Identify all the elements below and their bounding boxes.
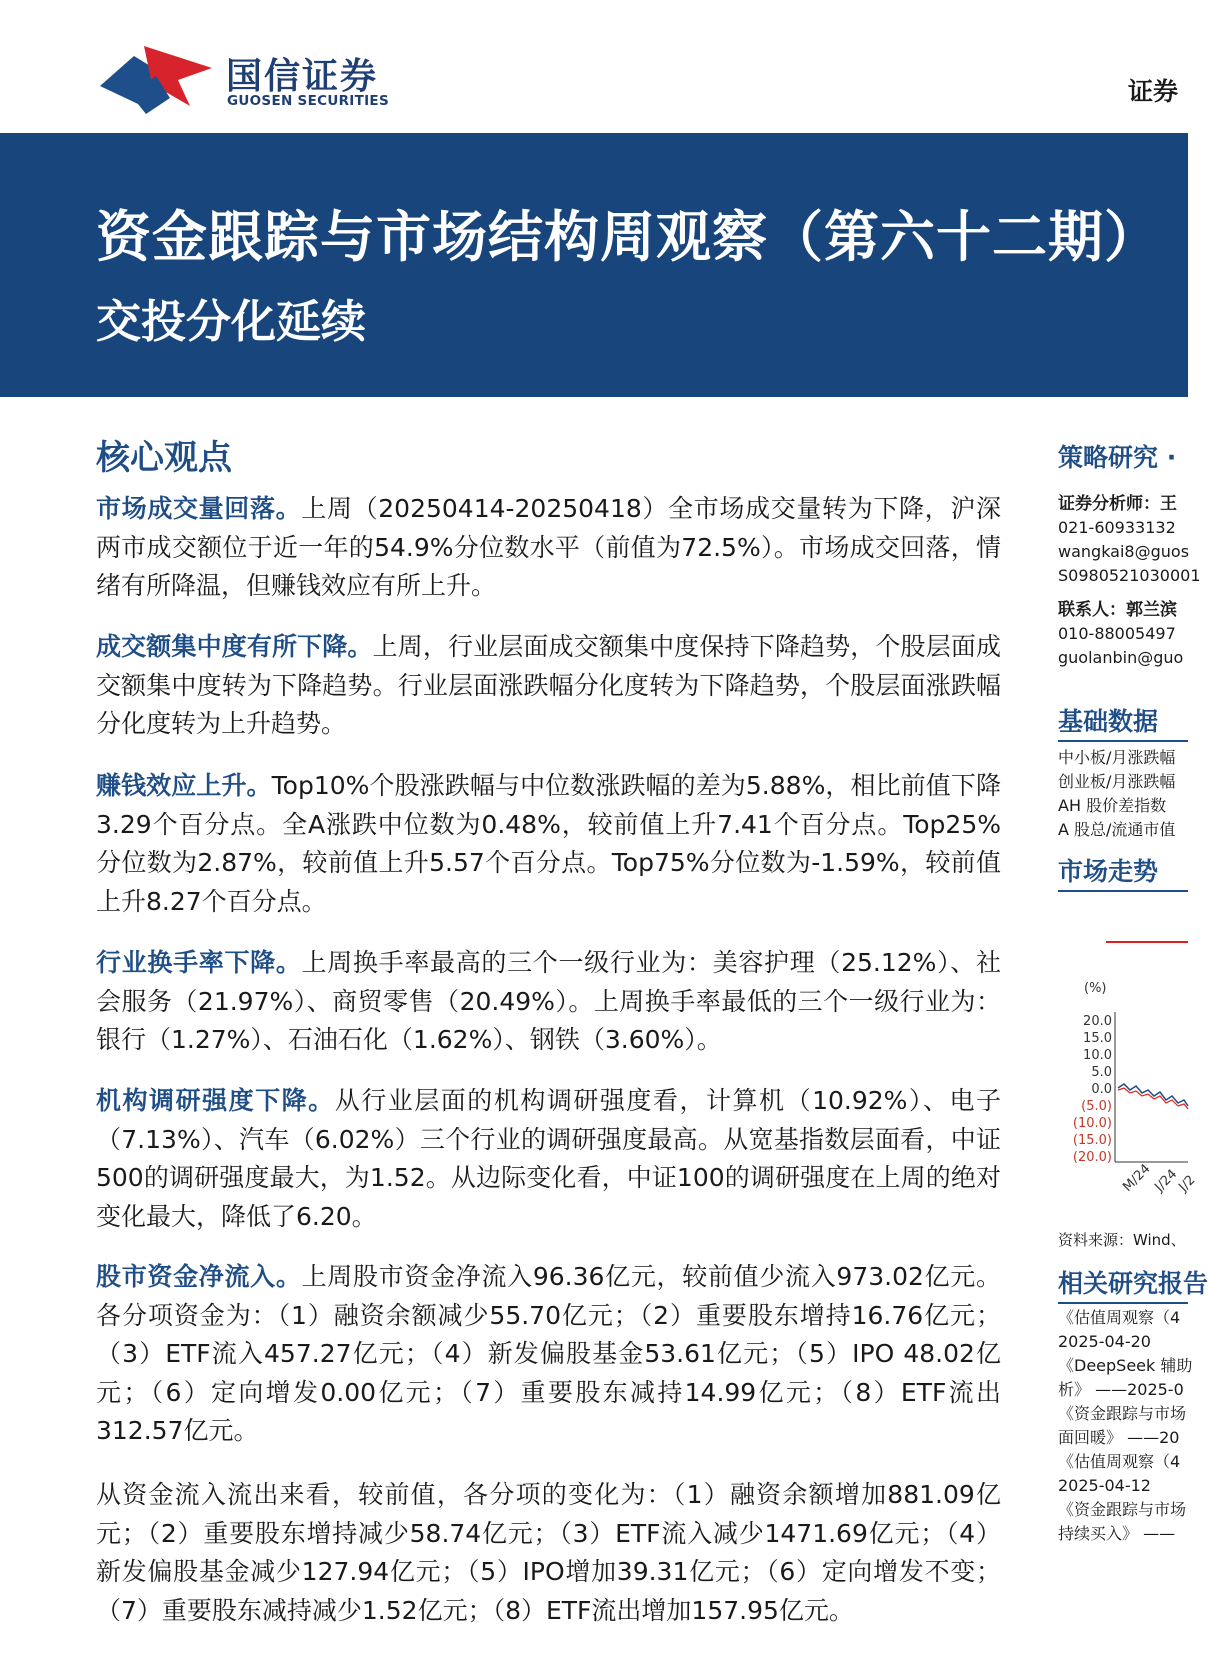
y-tick: 20.0 [1083,1014,1112,1029]
page-header [0,0,1188,133]
basic-data-item: AH 股价差指数 [1058,796,1167,815]
basic-data-item: A 股总/流通市值 [1058,820,1176,839]
related-item: 2025-04-12 [1058,1476,1151,1495]
paragraph-turnover [96,944,1001,1060]
paragraph-body: Top10%个股涨跌幅与中位数涨跌幅的差为5.88%，相比前值下降3.29个百分点。全A涨跌中位数为0.48%，较前值上升7.41个百分点。Top25%分位数为2.87%，较前值上升5.57个百分点。Top75%分位数为-1.59%，较前值上升8.27个百分点。 [96,771,1001,916]
paragraph-lead: 股市资金净流入。 [96,1262,302,1291]
related-item[interactable]: 《资金跟踪与市场 [1058,1500,1187,1519]
paragraph-lead: 赚钱效应上升。 [96,771,272,800]
sidebar-section-title: 策略研究 · [1058,443,1177,472]
paragraph-flow-changes [96,1476,1001,1630]
analyst-phone: 021-60933132 [1058,518,1176,537]
paragraph-lead: 行业换手率下降。 [96,948,302,977]
company-name-cn: 国信证券 [226,56,379,97]
paragraph-volume [96,490,1001,606]
report-title: 资金跟踪与市场结构周观察（第六十二期） [96,205,1161,269]
y-tick: 0.0 [1091,1082,1112,1097]
market-trend-chart-svg [1058,910,1199,1210]
contact-label: 联系人：郭兰滨 [1058,600,1177,620]
analyst-email[interactable]: wangkai8@guos [1058,542,1190,561]
analyst-info [1058,492,1201,670]
core-views-heading: 核心观点 [96,438,232,478]
basic-data-item: 中小板/月涨跌幅 [1058,748,1176,767]
related-item: 持续买入》 —— [1058,1524,1176,1543]
contact-email[interactable]: guolanbin@guo [1058,648,1184,667]
x-tick: J/2 [1176,1172,1199,1195]
paragraph-body: 上周，行业层面成交额集中度保持下降趋势，个股层面成交额集中度转为下降趋势。行业层面涨跌幅分化度转为下降趋势，个股层面涨跌幅分化度转为上升趋势。 [96,632,1001,739]
y-tick: (20.0) [1072,1150,1112,1165]
series-line-blue [1118,1084,1188,1106]
paragraph-lead: 市场成交量回落。 [96,494,302,523]
paragraph-lead: 机构调研强度下降。 [96,1086,335,1115]
guosen-logo-icon [100,46,212,114]
analyst-certificate: S0980521030001 [1058,566,1201,585]
related-research-title: 相关研究报告 [1058,1264,1188,1304]
series-line-red [1118,1088,1188,1109]
y-tick: (15.0) [1072,1133,1112,1148]
paragraph-body: 上周股市资金净流入96.36亿元，较前值少流入973.02亿元。各分项资金为：（1）融资余额减少55.70亿元；（2）重要股东增持16.76亿元；（3）ETF流入457.27亿元；（4）新发偏股基金53.61亿元；（5）IPO 48.02亿元；（6）定向增发0.00亿元；（7）重要股东减持14.99亿元；（8）ETF流出312.57亿元。 [96,1262,1001,1446]
paragraph-research-intensity [96,1082,1001,1236]
paragraph-body: 从行业层面的机构调研强度看，计算机（10.92%）、电子（7.13%）、汽车（6.02%）三个行业的调研强度最高。从宽基指数层面看，中证500的调研强度最大，为1.52。从边际变化看，中证100的调研强度在上周的绝对变化最大，降低了6.20。 [96,1086,1001,1231]
related-item: 2025-04-20 [1058,1332,1151,1351]
basic-data-item: 创业板/月涨跌幅 [1058,772,1176,791]
basic-data-title: 基础数据 [1058,702,1188,742]
related-item: 析》 ——2025-0 [1058,1380,1184,1399]
title-banner [0,133,1188,397]
y-axis-ticks [1073,1014,1112,1165]
basic-data-list [1058,746,1188,842]
x-tick: M/24 [1120,1161,1154,1195]
y-tick: 5.0 [1091,1065,1112,1080]
related-item[interactable]: 《DeepSeek 辅助 [1058,1356,1193,1375]
related-item[interactable]: 《资金跟踪与市场 [1058,1404,1187,1423]
y-tick: (10.0) [1072,1116,1112,1131]
report-subtitle: 交投分化延续 [96,295,367,348]
market-trend-title: 市场走势 [1058,852,1188,892]
paragraph-body: 上周换手率最高的三个一级行业为：美容护理（25.12%）、社会服务（21.97%）、商贸零售（20.49%）。上周换手率最低的三个一级行业为：银行（1.27%）、石油石化（1.62%）、钢铁（3.60%）。 [96,948,1001,1055]
chart-unit: (%) [1084,981,1107,996]
y-tick: 10.0 [1083,1048,1112,1063]
contact-phone: 010-88005497 [1058,624,1176,643]
chart-source: 资料来源：Wind、 [1058,1231,1186,1249]
related-research-list [1058,1306,1193,1546]
company-name-en: GUOSEN SECURITIES [227,93,389,109]
paragraph-concentration [96,628,1001,744]
analyst-label: 证券分析师：王 [1058,494,1177,514]
related-item[interactable]: 《估值周观察（4 [1058,1308,1181,1327]
market-trend-chart [1058,910,1199,1210]
paragraph-capital-inflow [96,1258,1001,1451]
paragraph-body: 从资金流入流出来看，较前值，各分项的变化为：（1）融资余额增加881.09亿元；（2）重要股东增持减少58.74亿元；（3）ETF流入减少1471.69亿元；（4）新发偏股基金减少127.94亿元；（5）IPO增加39.31亿元；（6）定向增发不变；（7）重要股东减持减少1.52亿元；（8）ETF流出增加157.95亿元。 [96,1480,1001,1625]
y-tick: 15.0 [1083,1031,1112,1046]
x-tick: J/24 [1152,1166,1181,1195]
paragraph-profit-effect [96,767,1001,921]
paragraph-body: 上周（20250414-20250418）全市场成交量转为下降，沪深两市成交额位于近一年的54.9%分位数水平（前值为72.5%）。市场成交回落，情绪有所降温，但赚钱效应有所上升。 [96,494,1001,601]
paragraph-lead: 成交额集中度有所下降。 [96,632,373,661]
related-item[interactable]: 《估值周观察（4 [1058,1452,1181,1471]
document-type-label: 证券 [1128,77,1179,106]
y-tick: (5.0) [1081,1099,1112,1114]
related-item: 面回暖》 ——20 [1058,1428,1180,1447]
